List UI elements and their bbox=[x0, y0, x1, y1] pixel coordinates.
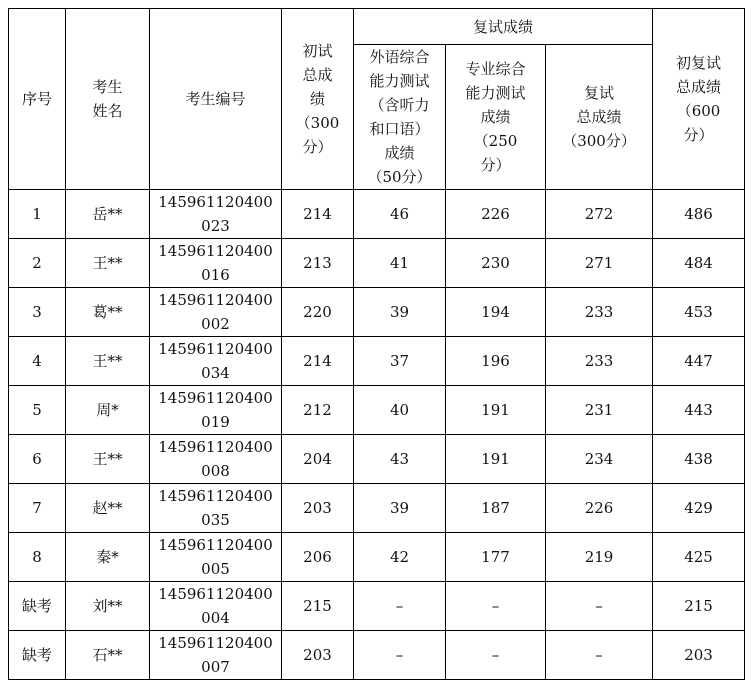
cell-foreign: 39 bbox=[354, 484, 446, 533]
cell-prelim: 204 bbox=[282, 435, 354, 484]
cell-id bbox=[150, 533, 282, 582]
cell-prelim: 213 bbox=[282, 239, 354, 288]
cell-major: 194 bbox=[446, 288, 546, 337]
cell-prelim: 214 bbox=[282, 190, 354, 239]
cell-seq: 1 bbox=[9, 190, 66, 239]
cell-foreign: – bbox=[354, 582, 446, 631]
cell-foreign: 46 bbox=[354, 190, 446, 239]
cell-seq: 5 bbox=[9, 386, 66, 435]
cell-seq: 6 bbox=[9, 435, 66, 484]
header-prelim bbox=[282, 9, 354, 190]
cell-retest: 233 bbox=[546, 288, 653, 337]
cell-retest: 272 bbox=[546, 190, 653, 239]
cell-id-part-b: 023 bbox=[201, 217, 230, 235]
cell-id bbox=[150, 582, 282, 631]
cell-id-part-a: 145961120400 bbox=[158, 585, 273, 603]
cell-id bbox=[150, 484, 282, 533]
cell-id bbox=[150, 288, 282, 337]
header-foreign bbox=[354, 45, 446, 190]
cell-major: 230 bbox=[446, 239, 546, 288]
table-row bbox=[9, 435, 745, 484]
header-row-top bbox=[9, 9, 745, 45]
header-major-label: 专业综合 能力测试 成绩 （250 分） bbox=[465, 60, 526, 174]
cell-seq: 3 bbox=[9, 288, 66, 337]
header-seq-label: 序号 bbox=[21, 90, 52, 108]
cell-major: 226 bbox=[446, 190, 546, 239]
cell-foreign: 37 bbox=[354, 337, 446, 386]
cell-total: 447 bbox=[653, 337, 745, 386]
table-row bbox=[9, 484, 745, 533]
cell-prelim: 203 bbox=[282, 484, 354, 533]
cell-name: 秦* bbox=[66, 533, 150, 582]
cell-prelim: 203 bbox=[282, 631, 354, 680]
cell-name: 石** bbox=[66, 631, 150, 680]
cell-foreign: 43 bbox=[354, 435, 446, 484]
cell-major: 196 bbox=[446, 337, 546, 386]
cell-id bbox=[150, 337, 282, 386]
cell-id-part-b: 035 bbox=[201, 511, 230, 529]
cell-id-part-a: 145961120400 bbox=[158, 536, 273, 554]
cell-id-part-a: 145961120400 bbox=[158, 340, 273, 358]
cell-major: 187 bbox=[446, 484, 546, 533]
cell-major: – bbox=[446, 631, 546, 680]
cell-major: 191 bbox=[446, 435, 546, 484]
cell-id-part-b: 002 bbox=[201, 315, 230, 333]
cell-id-part-b: 019 bbox=[201, 413, 230, 431]
table-row bbox=[9, 533, 745, 582]
table-row bbox=[9, 190, 745, 239]
cell-id-part-b: 008 bbox=[201, 462, 230, 480]
cell-major: 191 bbox=[446, 386, 546, 435]
cell-name: 岳** bbox=[66, 190, 150, 239]
cell-name: 葛** bbox=[66, 288, 150, 337]
cell-id-part-b: 007 bbox=[201, 658, 230, 676]
cell-retest: – bbox=[546, 582, 653, 631]
table-row bbox=[9, 239, 745, 288]
header-name-label: 考生 姓名 bbox=[92, 78, 123, 120]
cell-prelim: 212 bbox=[282, 386, 354, 435]
header-id bbox=[150, 9, 282, 190]
header-prelim-label: 初试 总成 绩 （300 分） bbox=[295, 42, 340, 156]
cell-id-part-a: 145961120400 bbox=[158, 242, 273, 260]
cell-id-part-a: 145961120400 bbox=[158, 389, 273, 407]
cell-retest: – bbox=[546, 631, 653, 680]
cell-name: 周* bbox=[66, 386, 150, 435]
cell-seq: 缺考 bbox=[9, 582, 66, 631]
cell-total: 438 bbox=[653, 435, 745, 484]
cell-retest: 226 bbox=[546, 484, 653, 533]
cell-id bbox=[150, 239, 282, 288]
cell-id-part-b: 034 bbox=[201, 364, 230, 382]
cell-seq: 2 bbox=[9, 239, 66, 288]
header-name bbox=[66, 9, 150, 190]
cell-id bbox=[150, 631, 282, 680]
cell-foreign: 40 bbox=[354, 386, 446, 435]
header-combined-label: 初复试 总成绩 （600 分） bbox=[676, 54, 722, 144]
cell-total: 215 bbox=[653, 582, 745, 631]
header-retest-group bbox=[354, 9, 653, 45]
cell-seq: 4 bbox=[9, 337, 66, 386]
cell-id-part-a: 145961120400 bbox=[158, 634, 273, 652]
cell-retest: 231 bbox=[546, 386, 653, 435]
cell-major: – bbox=[446, 582, 546, 631]
cell-id-part-b: 004 bbox=[201, 609, 230, 627]
cell-id-part-a: 145961120400 bbox=[158, 487, 273, 505]
cell-foreign: 39 bbox=[354, 288, 446, 337]
header-seq bbox=[9, 9, 66, 190]
cell-foreign: 42 bbox=[354, 533, 446, 582]
header-id-label: 考生编号 bbox=[185, 90, 246, 108]
cell-major: 177 bbox=[446, 533, 546, 582]
cell-retest: 271 bbox=[546, 239, 653, 288]
cell-prelim: 220 bbox=[282, 288, 354, 337]
table-row bbox=[9, 386, 745, 435]
cell-seq: 8 bbox=[9, 533, 66, 582]
cell-foreign: 41 bbox=[354, 239, 446, 288]
header-major bbox=[446, 45, 546, 190]
cell-name: 王** bbox=[66, 239, 150, 288]
cell-name: 刘** bbox=[66, 582, 150, 631]
cell-total: 203 bbox=[653, 631, 745, 680]
cell-prelim: 214 bbox=[282, 337, 354, 386]
cell-total: 425 bbox=[653, 533, 745, 582]
cell-prelim: 206 bbox=[282, 533, 354, 582]
cell-id-part-a: 145961120400 bbox=[158, 291, 273, 309]
cell-total: 486 bbox=[653, 190, 745, 239]
cell-retest: 233 bbox=[546, 337, 653, 386]
cell-retest: 234 bbox=[546, 435, 653, 484]
cell-id-part-b: 005 bbox=[201, 560, 230, 578]
cell-total: 429 bbox=[653, 484, 745, 533]
cell-id bbox=[150, 435, 282, 484]
cell-total: 484 bbox=[653, 239, 745, 288]
header-retest-group-label: 复试成绩 bbox=[473, 17, 534, 36]
cell-name: 王** bbox=[66, 337, 150, 386]
cell-id bbox=[150, 386, 282, 435]
score-table bbox=[8, 8, 745, 680]
cell-prelim: 215 bbox=[282, 582, 354, 631]
header-combined bbox=[653, 9, 745, 190]
cell-id-part-b: 016 bbox=[201, 266, 230, 284]
header-retest-total-label: 复试 总成绩 （300分） bbox=[562, 84, 636, 150]
cell-id-part-a: 145961120400 bbox=[158, 438, 273, 456]
cell-id-part-a: 145961120400 bbox=[158, 193, 273, 211]
table-row bbox=[9, 582, 745, 631]
cell-name: 王** bbox=[66, 435, 150, 484]
header-foreign-label: 外语综合 能力测试 （含听力 和口语） 成绩 （50分） bbox=[367, 48, 432, 186]
cell-id bbox=[150, 190, 282, 239]
table-row bbox=[9, 337, 745, 386]
header-retest-total bbox=[546, 45, 653, 190]
cell-seq: 7 bbox=[9, 484, 66, 533]
cell-foreign: – bbox=[354, 631, 446, 680]
cell-name: 赵** bbox=[66, 484, 150, 533]
table-row bbox=[9, 631, 745, 680]
cell-total: 443 bbox=[653, 386, 745, 435]
cell-total: 453 bbox=[653, 288, 745, 337]
cell-seq: 缺考 bbox=[9, 631, 66, 680]
cell-retest: 219 bbox=[546, 533, 653, 582]
table-row bbox=[9, 288, 745, 337]
